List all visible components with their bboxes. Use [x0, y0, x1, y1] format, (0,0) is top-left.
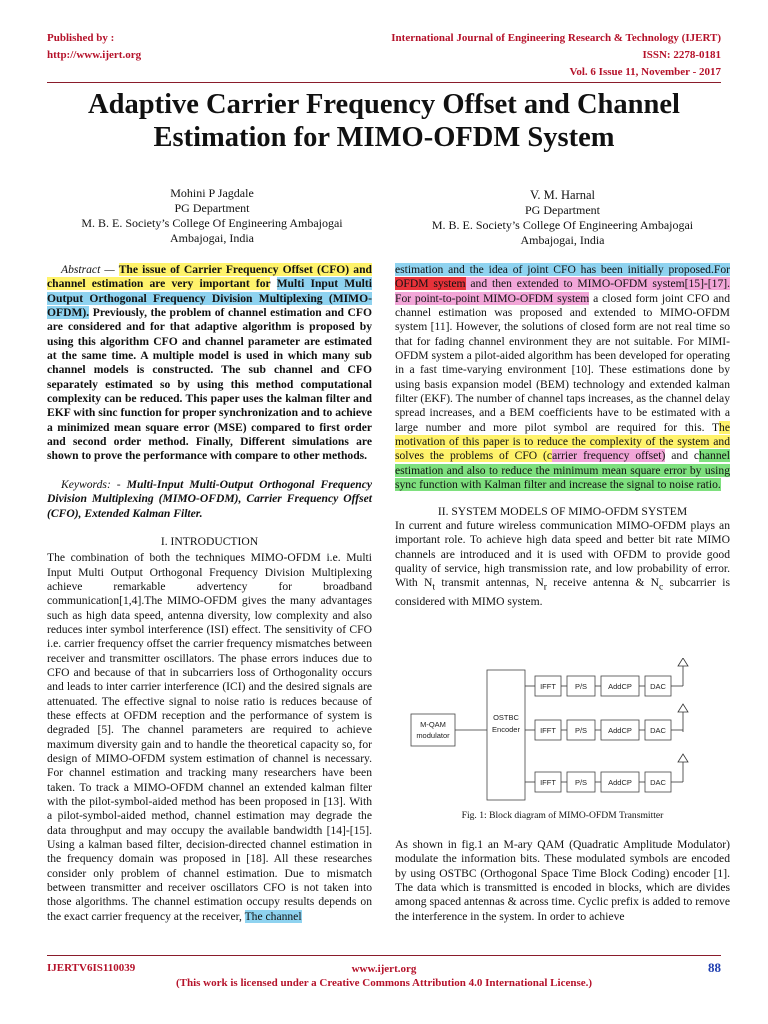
highlight-red: OFDM system	[395, 277, 466, 291]
ostbc-label: OSTBC	[493, 713, 519, 722]
author-block-2	[395, 188, 730, 248]
column2-paragraph	[395, 263, 730, 493]
footer-paper-id: IJERTV6IS110039	[47, 962, 136, 974]
section-heading-system-models: II. SYSTEM MODELS OF MIMO-OFDM SYSTEM	[437, 504, 688, 518]
figure-caption: Fig. 1: Block diagram of MIMO-OFDM Transmitter	[461, 810, 664, 821]
publisher-url-link[interactable]: http://www.ijert.org	[47, 49, 142, 61]
introduction-body: The combination of both the techniques MIMO-OFDM i.e. Multi Input Multi Output Orthogonal Frequency Division Multiplexing achieve remarkable advertency for broadband communication[1,4].The MIMO-OFDM gives the many advantages such as high data speed, antenna diversity, low complexity and also reduces inter symbol interference (ISI) effect. The sensitivity of CFO i.e. carrier frequency offset the carrier frequency mismatches between receiver and transmitter oscillators. The phase errors induces due to CFO and because of that in subcarriers loss of Orthogonality occurs and leads to inter carrier interference (ICI) and the desired signals are attenuated. The effective signal to noise ratio is reduces because of these effects at OFDM reception and the performance of system is degraded [5]. The channel parameters are required to achieve maximum diversity gain and to handle the theoretical capacity so, for design of MIMO-OFDM system estimation of channel is necessary. For channel estimation and tracking many researchers have been taken. To track a MIMO-OFDM channel an extended kalman filter with the pilot-symbol-aided method has been proposed in [13]. With a pilot-symbol-aided method, channel estimation may degrade the data throughput and may occupy the available bandwidth [14]-[15]. Using a kalman based filter, decision-directed channel estimation in the frequency domain was proposed in [18]. All these researches consider only problem of channel estimation. Due to mismatch between transmitter and receiver oscillators CFO is not taken into those algorithms. The channel estimation occupy results depends on the exact carrier frequency at the receiver,	[47, 551, 372, 923]
subscript-t: t	[432, 581, 436, 593]
highlight-pink: and then extended to MIMO-OFDM system[15]-[17]. For point-to-point MIMO-OFDM system	[395, 277, 731, 305]
journal-block	[391, 30, 721, 81]
column2-and: and c	[665, 449, 700, 463]
ostbc-label-2: Encoder	[492, 725, 520, 734]
antenna-icon	[678, 754, 688, 782]
dac-label: DAC	[650, 778, 666, 787]
ostbc-encoder-block	[487, 670, 525, 800]
ifft-label: IFFT	[540, 778, 556, 787]
keywords-text: Multi-Input Multi-Output Orthogonal Frequency Division Multiplexing (MIMO-OFDM), Carrier Frequency Offset (CFO), Extended Kalman Filter.	[47, 477, 372, 520]
footer-divider	[47, 955, 721, 956]
dac-label: DAC	[650, 682, 666, 691]
highlight-pink-2: arrier frequency offset)	[552, 449, 666, 463]
author-department: PG Department	[174, 201, 250, 215]
highlight-blue: estimation and the idea of joint CFO has been initially proposed.For	[395, 263, 730, 276]
journal-issn: ISSN: 2278-0181	[642, 49, 721, 61]
system-models-text	[395, 519, 730, 609]
author-institution: M. B. E. Society’s College Of Engineering Ambajogai	[81, 216, 343, 230]
author-name: Mohini P Jagdale	[170, 186, 254, 200]
journal-volume: Vol. 6 Issue 11, November - 2017	[569, 66, 721, 78]
mqam-label-2: modulator	[416, 731, 450, 740]
footer-license: (This work is licensed under a Creative Commons Attribution 4.0 International License.)	[175, 977, 593, 989]
system-models-text-c: receive antenna & N	[546, 576, 660, 590]
paper-title-line1: Adaptive Carrier Frequency Offset and Channel	[88, 89, 680, 120]
antenna-icon	[678, 658, 688, 686]
footer-url-link[interactable]: www.ijert.org	[351, 963, 417, 975]
author-institution: M. B. E. Society’s College Of Engineering Ambajogai	[431, 218, 694, 232]
author-name: V. M. Harnal	[529, 188, 596, 202]
author-block-1	[47, 186, 377, 246]
journal-name: International Journal of Engineering Research & Technology (IJERT)	[391, 32, 721, 44]
highlight-yellow: he motivation of this paper is to reduce the complexity of the system and solves the problems of CFO (c	[395, 420, 730, 463]
mqam-modulator-block	[411, 714, 455, 746]
publisher-block	[47, 30, 141, 64]
keywords-label: Keywords: -	[61, 477, 121, 491]
after-figure-text: As shown in fig.1 an M-ary QAM (Quadratic Amplitude Modulator) modulate the information bits. These modulated symbols are encoded by using OSTBC (Orthogonal Space Time Block Coding) encoder [1]. The data which is transmitted is encoded in blocks, which are divides among spaced antennas & across time. Cyclic prefix is added to remove the interference in the system. In order to achieve	[395, 838, 730, 923]
abstract-highlight-1: The issue of Carrier Frequency Offset (CFO) and channel estimation are very important for	[47, 263, 372, 291]
publisher-label: Published by :	[47, 32, 115, 44]
subscript-r: r	[543, 581, 547, 593]
header-divider	[47, 82, 721, 83]
right-column-after-figure	[395, 838, 730, 924]
keywords	[47, 478, 372, 521]
author-location: Ambajogai, India	[520, 233, 605, 247]
ps-label: P/S	[574, 682, 588, 691]
paper-title	[40, 88, 728, 154]
ifft-label: IFFT	[540, 682, 556, 691]
author-department: PG Department	[525, 203, 600, 217]
addcp-label: AddCP	[608, 726, 632, 735]
ifft-label: IFFT	[540, 726, 556, 735]
dac-label: DAC	[650, 726, 666, 735]
author-location: Ambajogai, India	[170, 231, 254, 245]
antenna-icon	[678, 704, 688, 732]
introduction-text	[47, 551, 372, 924]
abstract-label: Abstract —	[61, 263, 115, 276]
mqam-label: M-QAM	[420, 720, 446, 729]
introduction-highlight: The channel	[244, 909, 302, 923]
block-diagram	[407, 658, 717, 808]
abstract	[47, 263, 372, 464]
abstract-body: Previously, the problem of channel estimation and CFO are considered and for that adaptive algorithm is proposed by using this algorithm CFO and channel parameter are estimated at the same time. A multiple model is used in which many sub channel models is constructed. The sub channel and CFO separately estimated so by using this method computational complexity can be reduced. This paper uses the kalman filter and EKF with sinc function for proper synchronization and to achieve a minimized mean square error (MSE) compared to first order and second order method. Finally, Different simulations are shown to prove the performance with compare to other methods.	[47, 306, 372, 463]
section-heading-introduction: I. INTRODUCTION	[160, 534, 259, 548]
system-models-text-b: transmit antennas, N	[435, 576, 544, 590]
page-number: 88	[708, 960, 721, 975]
addcp-label: AddCP	[608, 778, 632, 787]
abstract-highlight-2: Multi Input Multi Output Orthogonal Frequency Division Multiplexing (MIMO-OFDM).	[47, 277, 372, 320]
column2-body: a closed form joint CFO and channel estimation was proposed and extended to MIMO-OFDM system [11]. However, the solutions of closed form are not real time so that for fading channel environment they are not suitable. For MIMI-OFDM system a pilot-aided algorithm has been developed for operating in a fast time-varying environment [10]. These estimations done by using basis expansion model (BEM) technology and extended kalman filter (EKF). The number of channel taps increases, as the channel delay spread increases, and a BEM coefficients have to be estimated with a large number and more pilot symbol are required for this. T	[395, 291, 730, 434]
right-column	[395, 263, 730, 609]
highlight-green: hannel estimation and also to reduce the minimum mean square error by using sync function with Kalman filter and increase the signal to noise ratio.	[395, 449, 730, 492]
ps-label: P/S	[574, 778, 588, 787]
system-models-text-d: subcarrier is considered with MIMO system.	[395, 576, 730, 608]
left-column	[47, 263, 372, 924]
ps-label: P/S	[574, 726, 588, 735]
system-models-text-a: In current and future wireless communication MIMO-OFDM plays an important role. To achieve high data speed and better bit rate MIMO channels are introduced and it is used with OFDM to provide good quality of service, high transmission rate, and low probability of error. With N	[395, 518, 730, 590]
paper-title-line2: Estimation for MIMO-OFDM System	[153, 122, 615, 153]
subscript-c: c	[659, 581, 664, 593]
addcp-label: AddCP	[608, 682, 632, 691]
